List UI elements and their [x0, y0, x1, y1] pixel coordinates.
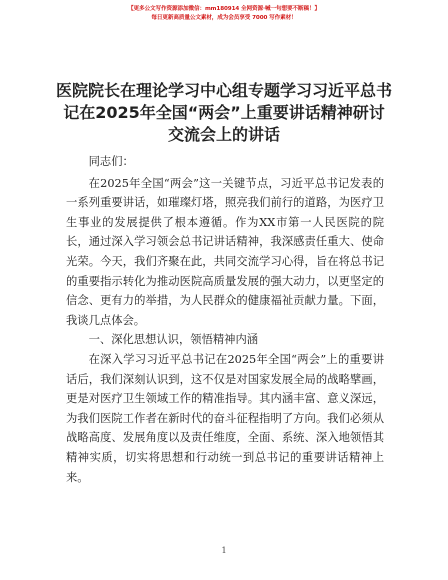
- section-paragraph: 在深入学习习近平总书记在2025年全国“两会”上的重要讲话后，我们深刻认识到，这不仅是对国家发展全局的战略擘画，更是对医疗卫生领域工作的精准指导。其内涵丰富、意义深远，为我们医院工作者在新时代的奋斗征程指明了方向。我们必须从战略高度、发展角度以及责任维度，全面、系统、深入地领悟其精神实质，切实将思想和行动统一到总书记的重要讲话精神上来。: [66, 352, 384, 484]
- promo-banner: [0, 5, 448, 23]
- document-body: [66, 152, 384, 487]
- promo-banner-line2: 每日更新高质量公文素材，成为会员享受 7000 写作素材！: [151, 15, 297, 21]
- document-title: 医院院长在理论学习中心组专题学习习近平总书记在2025年全国“两会”上重要讲话精神研讨交流会上的讲话: [56, 81, 393, 144]
- page-number: 1: [221, 546, 227, 555]
- intro-paragraph: 在2025年全国“两会”这一关键节点，习近平总书记发表的一系列重要讲话，如璀璨灯塔，照亮我们前行的道路，为医疗卫生事业的发展提供了根本遵循。作为XX市第一人民医院的院长，通过深入学习领会总书记讲话精神，我深感责任重大、使命光荣。今天，我们齐聚在此，共同交流学习心得，旨在将总书记的重要指示转化为推动医院高质量发展的强大动力，以更坚定的信念、更有力的举措，为人民群众的健康福祉贡献力量。下面，我谈几点体会。: [66, 176, 384, 327]
- promo-banner-line1: 【更多公文写作资源添加微信：mm180914 全网资源·喊一句想要不断稿！】: [128, 6, 320, 12]
- section-heading: 一、深化思想认识，领悟精神内涵: [88, 333, 259, 347]
- greeting: 同志们：: [88, 155, 134, 168]
